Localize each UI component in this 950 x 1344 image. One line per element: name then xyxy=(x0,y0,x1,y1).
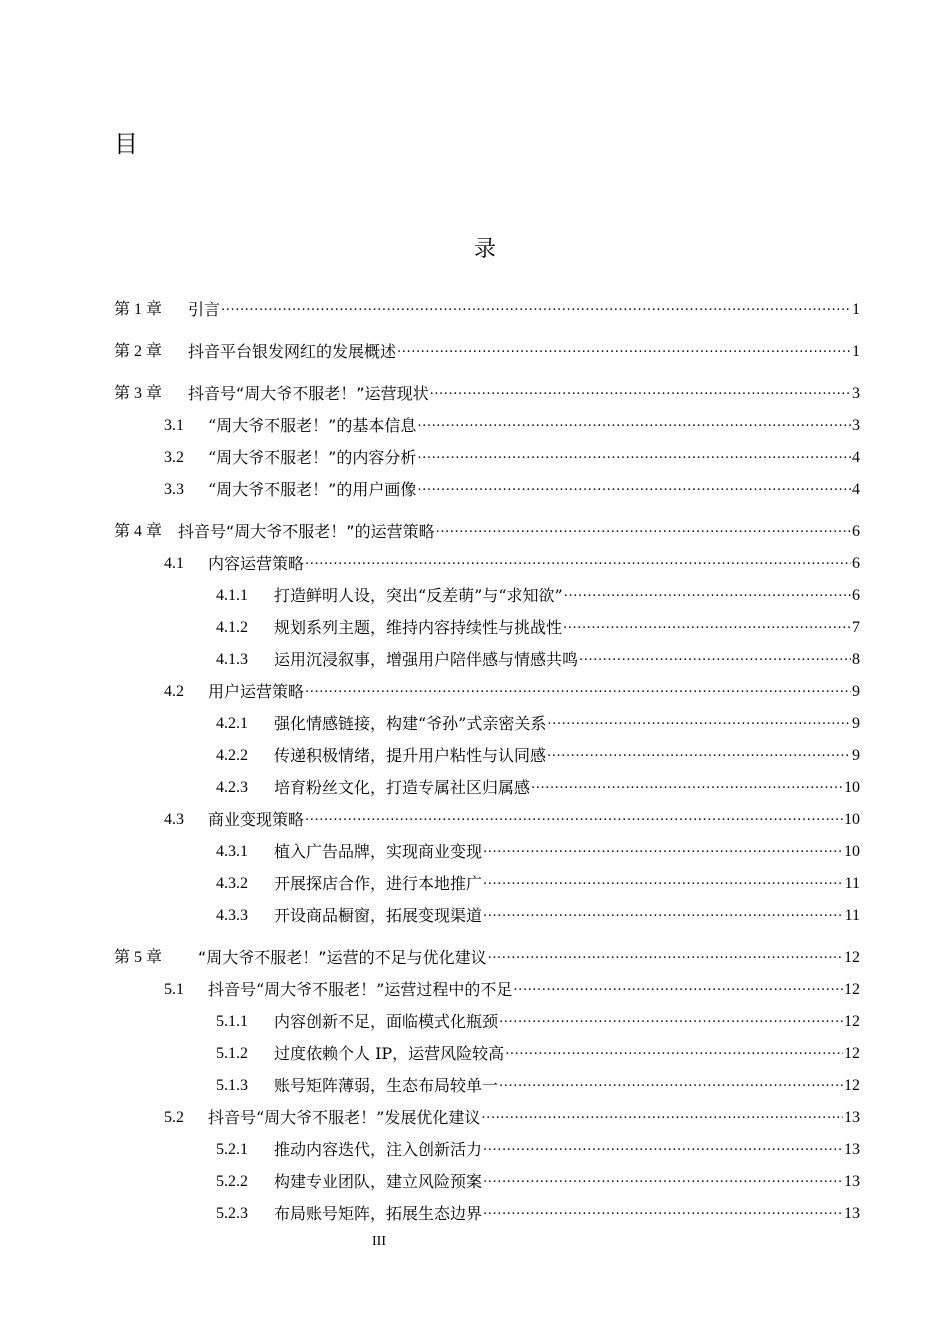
toc-page: 13 xyxy=(844,1205,860,1222)
toc-number: 4.2 xyxy=(164,683,184,700)
toc-leader xyxy=(579,645,851,667)
toc-title: 规划系列主题，维持内容持续性与挑战性 xyxy=(274,618,563,637)
toc-number: 5.2.3 xyxy=(216,1205,248,1222)
toc-number: 4.1.1 xyxy=(216,587,248,604)
toc-entry[interactable] xyxy=(164,476,860,500)
toc-number: 5.2.1 xyxy=(216,1141,248,1158)
toc-page: 13 xyxy=(844,1141,860,1158)
toc-number: 4.2.2 xyxy=(216,747,248,764)
toc-leader xyxy=(436,517,851,539)
toc-number: 3.2 xyxy=(164,449,184,466)
toc-number: 4.1.3 xyxy=(216,651,248,668)
toc-entry[interactable] xyxy=(216,1040,860,1064)
toc-number: 4.2.3 xyxy=(216,779,248,796)
toc-heading-part1: 目 xyxy=(114,130,138,158)
toc-page: 4 xyxy=(852,481,860,498)
toc-leader xyxy=(547,741,851,763)
toc-title: 推动内容迭代，注入创新活力 xyxy=(274,1140,483,1159)
toc-number: 5.1 xyxy=(164,981,184,998)
toc-number: 4.1 xyxy=(164,555,184,572)
toc-entry[interactable] xyxy=(216,774,860,798)
toc-entry[interactable] xyxy=(164,1104,860,1128)
toc-title: 布局账号矩阵，拓展生态边界 xyxy=(274,1204,483,1223)
toc-entry[interactable] xyxy=(216,1072,860,1096)
toc-page: 10 xyxy=(844,811,860,828)
toc-title: “周大爷不服老！”的内容分析 xyxy=(208,448,417,467)
toc-leader xyxy=(481,1103,843,1125)
toc-page: 12 xyxy=(844,1077,860,1094)
toc-number: 3.1 xyxy=(164,417,184,434)
toc-entry[interactable] xyxy=(216,1168,860,1192)
toc-entry[interactable] xyxy=(164,678,860,702)
toc-entry[interactable] xyxy=(114,944,860,968)
toc-entry[interactable] xyxy=(216,582,860,606)
toc-entry[interactable] xyxy=(216,870,860,894)
toc-page: 12 xyxy=(844,1045,860,1062)
toc-number: 5.2.2 xyxy=(216,1173,248,1190)
toc-entry[interactable] xyxy=(216,1200,860,1224)
toc-leader xyxy=(305,549,851,571)
toc-leader xyxy=(417,411,851,433)
toc-title: 过度依赖个人 IP，运营风险较高 xyxy=(274,1044,505,1063)
toc-number: 4.2.1 xyxy=(216,715,248,732)
toc-title: 抖音号“周大爷不服老！”运营现状 xyxy=(188,384,429,403)
toc-leader xyxy=(505,1039,843,1061)
toc-leader xyxy=(483,837,843,859)
toc-leader xyxy=(483,1167,843,1189)
toc-leader xyxy=(483,901,844,923)
toc-leader xyxy=(531,773,843,795)
toc-page: 6 xyxy=(852,523,860,540)
toc-number: 第 2 章 xyxy=(114,343,163,360)
toc-title: 开展探店合作，进行本地推广 xyxy=(274,874,483,893)
toc-leader xyxy=(483,869,844,891)
toc-entry[interactable] xyxy=(114,296,860,320)
toc-entry[interactable] xyxy=(164,412,860,436)
toc-entry[interactable] xyxy=(216,1008,860,1032)
toc-entry[interactable] xyxy=(216,614,860,638)
toc-entry[interactable] xyxy=(164,550,860,574)
toc-number: 4.1.2 xyxy=(216,619,248,636)
toc-entry[interactable] xyxy=(216,710,860,734)
toc-number: 第 4 章 xyxy=(114,523,163,540)
toc-title: 抖音平台银发网红的发展概述 xyxy=(188,342,397,361)
toc-title: 植入广告品牌，实现商业变现 xyxy=(274,842,483,861)
toc-page: 7 xyxy=(852,619,860,636)
toc-number: 3.3 xyxy=(164,481,184,498)
toc-leader xyxy=(488,943,843,965)
toc-leader xyxy=(417,475,851,497)
toc-page: 12 xyxy=(844,949,860,966)
toc-entry[interactable] xyxy=(164,444,860,468)
toc-leader xyxy=(513,975,843,997)
toc-heading-part2: 录 xyxy=(474,237,497,262)
toc-page: 13 xyxy=(844,1173,860,1190)
toc-leader xyxy=(563,613,851,635)
toc-entry[interactable] xyxy=(216,838,860,862)
toc-title: 抖音号“周大爷不服老！”运营过程中的不足 xyxy=(208,980,513,999)
toc-leader xyxy=(305,805,843,827)
toc-page: 3 xyxy=(852,385,860,402)
toc-entry[interactable] xyxy=(216,742,860,766)
toc-leader xyxy=(430,379,851,401)
toc-title: 抖音号“周大爷不服老！”的运营策略 xyxy=(178,522,435,541)
toc-page: 9 xyxy=(852,683,860,700)
toc-title: 内容运营策略 xyxy=(208,554,305,573)
toc-entry[interactable] xyxy=(114,518,860,542)
toc-title: 用户运营策略 xyxy=(208,682,305,701)
toc-title: 培育粉丝文化，打造专属社区归属感 xyxy=(274,778,531,797)
toc-page: 12 xyxy=(844,1013,860,1030)
toc-page: 3 xyxy=(852,417,860,434)
toc-page: 6 xyxy=(852,555,860,572)
toc-page: 13 xyxy=(844,1109,860,1126)
toc-leader xyxy=(221,295,851,317)
toc-page: 9 xyxy=(852,747,860,764)
toc-entry[interactable] xyxy=(216,1136,860,1160)
toc-number: 4.3.2 xyxy=(216,875,248,892)
toc-number: 5.1.3 xyxy=(216,1077,248,1094)
toc-number: 第 5 章 xyxy=(114,949,163,966)
toc-title: 账号矩阵薄弱，生态布局较单一 xyxy=(274,1076,499,1095)
toc-number: 4.3.3 xyxy=(216,907,248,924)
toc-leader xyxy=(397,337,851,359)
toc-number: 4.3 xyxy=(164,811,184,828)
toc-entry[interactable] xyxy=(114,380,860,404)
toc-leader xyxy=(483,1199,843,1221)
toc-page: 10 xyxy=(844,843,860,860)
toc-number: 5.2 xyxy=(164,1109,184,1126)
toc-leader xyxy=(547,709,851,731)
toc-number: 第 1 章 xyxy=(114,301,163,318)
toc-number: 4.3.1 xyxy=(216,843,248,860)
toc-number: 5.1.1 xyxy=(216,1013,248,1030)
toc-leader xyxy=(305,677,851,699)
toc-title: 开设商品橱窗，拓展变现渠道 xyxy=(274,906,483,925)
toc-entry[interactable] xyxy=(164,806,860,830)
toc-entry[interactable] xyxy=(164,976,860,1000)
toc-page: 8 xyxy=(852,651,860,668)
toc-title: “周大爷不服老！”的基本信息 xyxy=(208,416,417,435)
toc-title: 引言 xyxy=(188,300,221,319)
toc-title: “周大爷不服老！”的用户画像 xyxy=(208,480,417,499)
toc-title: 内容创新不足，面临模式化瓶颈 xyxy=(274,1012,499,1031)
toc-page: 9 xyxy=(852,715,860,732)
toc-entry[interactable] xyxy=(216,902,860,926)
toc-leader xyxy=(564,581,851,603)
toc-page: 10 xyxy=(844,779,860,796)
toc-page: 1 xyxy=(852,301,860,318)
toc-title: 构建专业团队，建立风险预案 xyxy=(274,1172,483,1191)
toc-page: 11 xyxy=(844,875,860,892)
toc-leader xyxy=(417,443,851,465)
toc-title: 商业变现策略 xyxy=(208,810,305,829)
toc-number: 5.1.2 xyxy=(216,1045,248,1062)
toc-leader xyxy=(499,1071,843,1093)
toc-title: 打造鲜明人设，突出“反差萌”与“求知欲” xyxy=(274,586,563,605)
toc-page: 12 xyxy=(844,981,860,998)
toc-page: 4 xyxy=(852,449,860,466)
toc-title: 抖音号“周大爷不服老！”发展优化建议 xyxy=(208,1108,481,1127)
toc-leader xyxy=(483,1135,843,1157)
toc-page: 1 xyxy=(852,343,860,360)
page-number-footer: III xyxy=(372,1234,386,1249)
toc-entry[interactable] xyxy=(216,646,860,670)
toc-page: 11 xyxy=(844,907,860,924)
toc-title: 强化情感链接，构建“爷孙”式亲密关系 xyxy=(274,714,547,733)
toc-leader xyxy=(499,1007,843,1029)
toc-number: 第 3 章 xyxy=(114,385,163,402)
toc-entry[interactable] xyxy=(114,338,860,362)
toc-title: 传递积极情绪，提升用户粘性与认同感 xyxy=(274,746,547,765)
toc-page: 6 xyxy=(852,587,860,604)
toc-title: “周大爷不服老！”运营的不足与优化建议 xyxy=(198,948,487,967)
toc-title: 运用沉浸叙事，增强用户陪伴感与情感共鸣 xyxy=(274,650,579,669)
